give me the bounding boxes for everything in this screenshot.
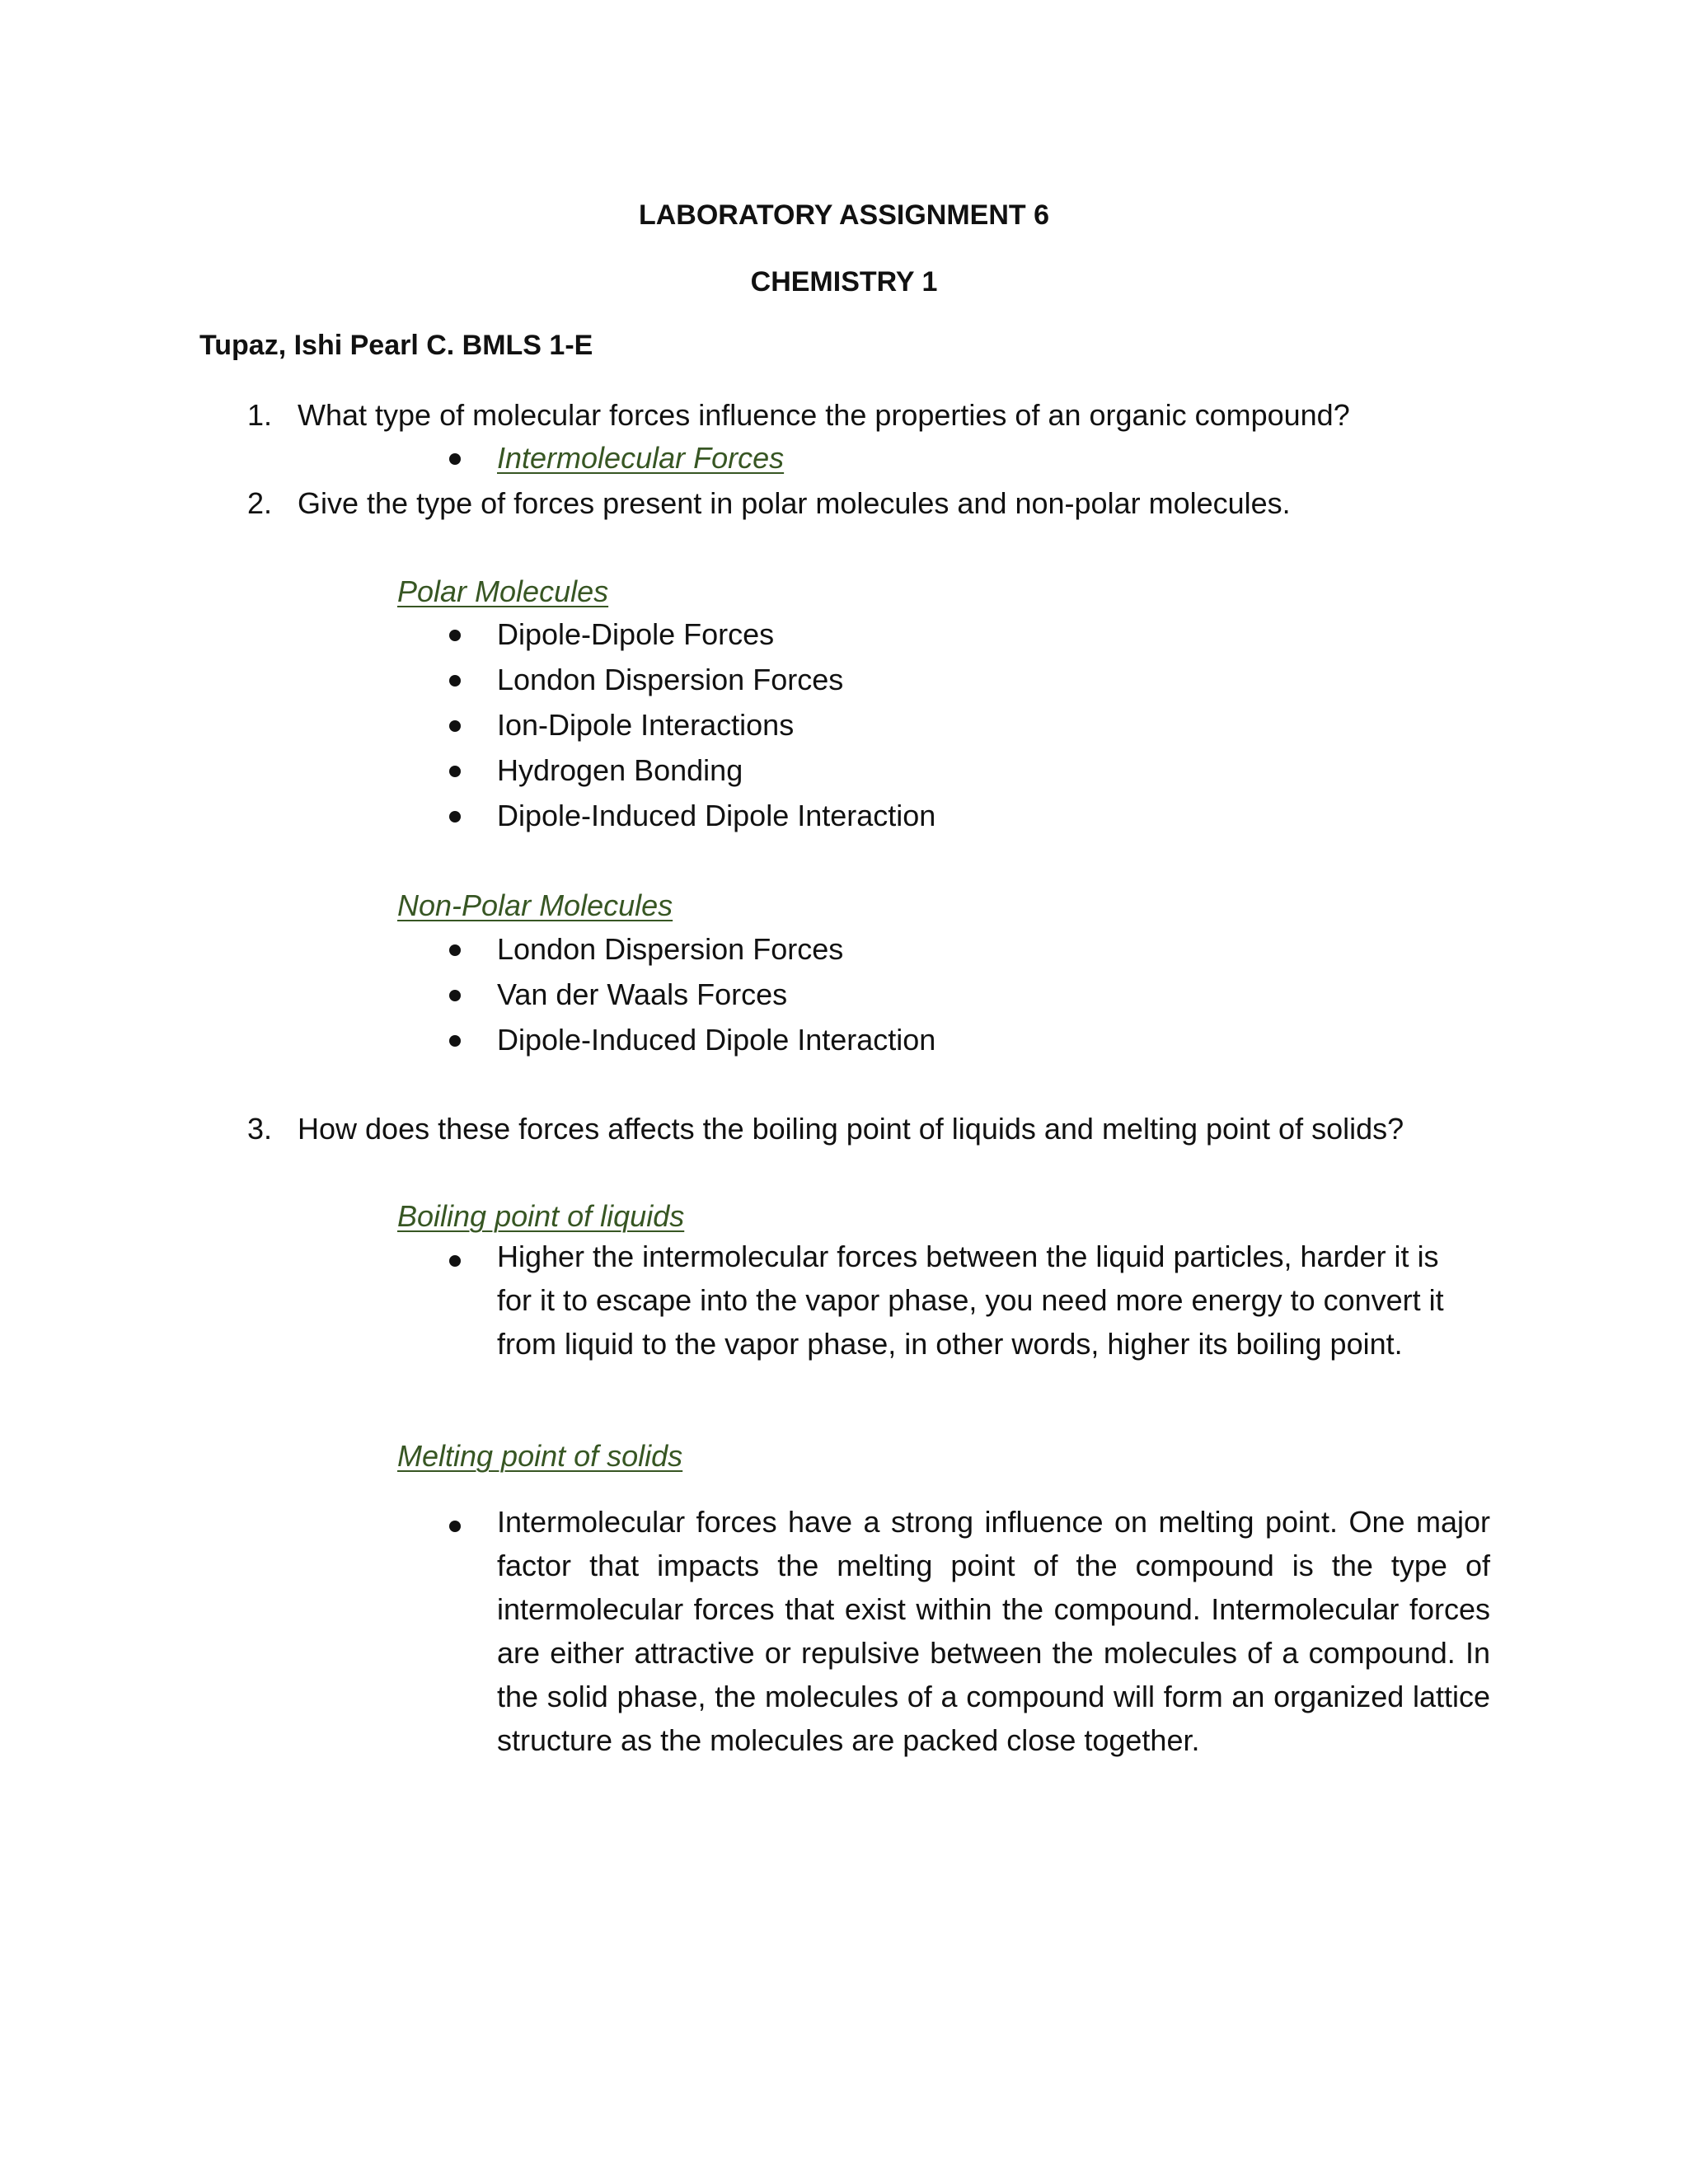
polar-item: Dipole-Induced Dipole Interaction: [497, 799, 936, 832]
bullet-icon: [449, 811, 461, 823]
question-1-text: What type of molecular forces influence the properties of an organic compound?: [298, 398, 1350, 432]
document-title: LABORATORY ASSIGNMENT 6: [638, 199, 1050, 231]
nonpolar-item: London Dispersion Forces: [497, 932, 844, 966]
boiling-point-answer: Higher the intermolecular forces between the liquid particles, harder it is for it to escape into the vapor phase, you need more energy to convert it from liquid to the vapor phase, in other words, higher its boiling point.: [497, 1240, 1444, 1361]
question-1-number: 1.: [247, 398, 273, 432]
question-2-text: Give the type of forces present in polar molecules and non-polar molecules.: [298, 486, 1291, 520]
polar-item: Dipole-Dipole Forces: [497, 617, 775, 651]
student-name: Tupaz, Ishi Pearl C. BMLS 1-E: [199, 330, 593, 361]
nonpolar-item: Dipole-Induced Dipole Interaction: [497, 1023, 936, 1057]
bullet-icon: [449, 1521, 461, 1532]
nonpolar-molecules-heading: Non-Polar Molecules: [397, 888, 673, 922]
bullet-icon: [449, 1035, 461, 1047]
question-3-number: 3.: [247, 1112, 273, 1146]
melting-point-heading: Melting point of solids: [397, 1439, 683, 1473]
question-2-number: 2.: [247, 486, 273, 520]
bullet-icon: [449, 675, 461, 687]
polar-molecules-heading: Polar Molecules: [397, 574, 609, 608]
answer-1: Intermolecular Forces: [497, 441, 785, 475]
nonpolar-item: Van der Waals Forces: [497, 977, 788, 1011]
document-subtitle: CHEMISTRY 1: [750, 266, 938, 298]
melting-point-answer: Intermolecular forces have a strong influence on melting point. One major factor that impacts the melting point of the compound is the type of intermolecular forces that exist within the compound. Intermolecular forces are either attractive or repulsive between the molecules of a compound. In the solid phase, the molecules of a compound will form an organized lattice structure as the molecules are packed close together.: [497, 1505, 1490, 1757]
polar-item: Hydrogen Bonding: [497, 753, 743, 787]
bullet-icon: [449, 1255, 461, 1267]
boiling-point-heading: Boiling point of liquids: [397, 1199, 685, 1233]
polar-item: London Dispersion Forces: [497, 663, 844, 696]
bullet-icon: [449, 720, 461, 732]
bullet-icon: [449, 766, 461, 777]
bullet-icon: [449, 453, 461, 465]
bullet-icon: [449, 990, 461, 1001]
question-3-text: How does these forces affects the boiling point of liquids and melting point of solids?: [298, 1112, 1404, 1146]
polar-item: Ion-Dipole Interactions: [497, 708, 795, 742]
bullet-icon: [449, 944, 461, 956]
bullet-icon: [449, 630, 461, 641]
